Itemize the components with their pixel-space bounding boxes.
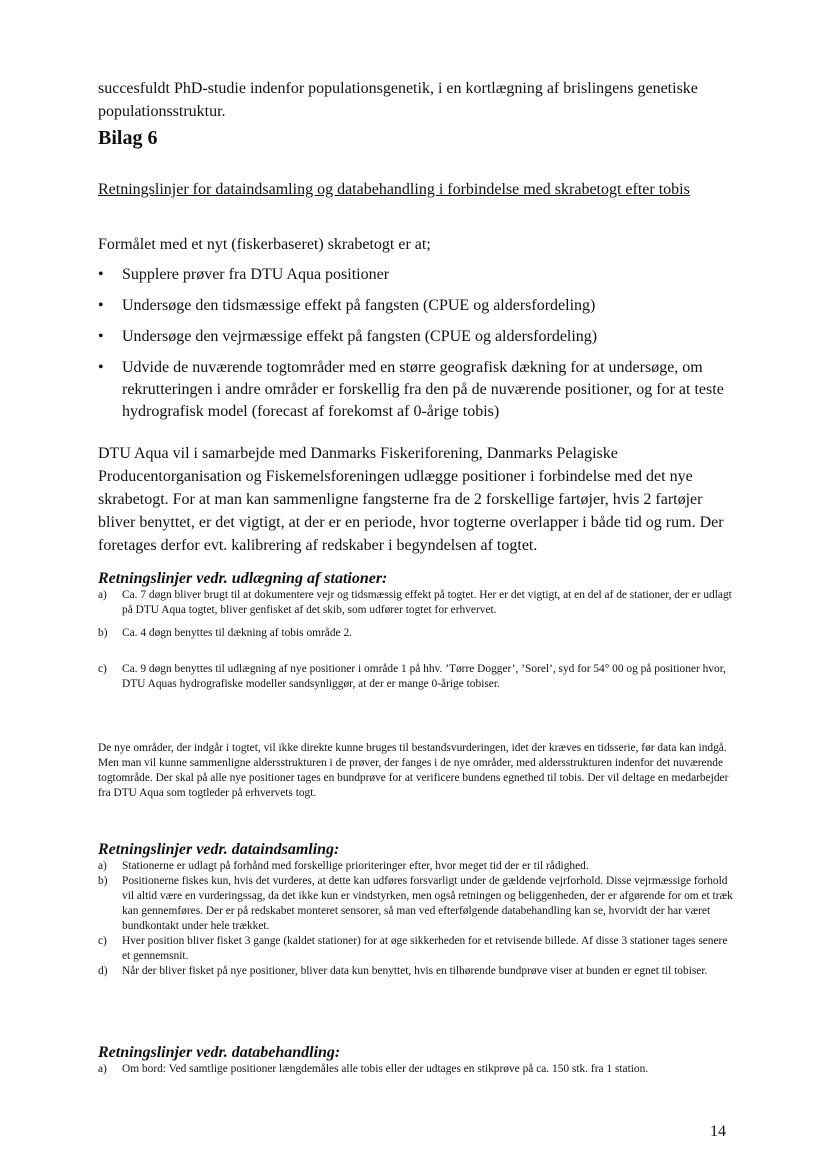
item-text: Ca. 7 døgn bliver brugt til at dokumentere vejr og tidsmæssig effekt på togtet. Her er det vigtigt, at en del af de stationer, der er udlagt på DTU Aqua togtet, bliver genfisket af det skib, som udfører togtet for erhvervet.: [122, 589, 732, 616]
item-label: b): [98, 875, 108, 887]
item-text: Positionerne fiskes kun, hvis det vurderes, at dette kan udføres forsvarligt under de gældende vejrforhold. Disse vejrmæssige forhold vil altid være en vurderingssag, da det ikke kun er vindstyrken, men også retningen og beliggenheden, der er afgørende for om et træk kan gennemføres. Der er på redskabet monteret sensorer, så man ved efterfølgende databehandling kan se, hvorvidt der har været bundkontakt under hele trækket.: [122, 875, 733, 932]
bullet-marker: •: [98, 266, 104, 283]
stations-list: [98, 588, 738, 692]
item-label: b): [98, 627, 108, 639]
item-text: Når der bliver fisket på nye positioner, bliver data kun benyttet, hvis en tilhørende bundprøve viser at bunden er egnet til tobiser.: [122, 965, 708, 977]
purpose-intro: Formålet med et nyt (fiskerbaseret) skrabetogt er at;: [98, 236, 431, 253]
list-item: [98, 626, 738, 641]
stations-heading: Retningslinjer vedr. udlægning af stationer:: [98, 570, 388, 587]
intro-paragraph: succesfuldt PhD-studie indenfor populationsgenetik, i en kortlægning af brislingens genetiske populationsstruktur.: [98, 80, 698, 120]
item-label: c): [98, 935, 107, 947]
list-item: [98, 874, 738, 934]
item-label: a): [98, 1063, 107, 1075]
item-label: a): [98, 860, 107, 872]
list-item: [98, 1062, 738, 1077]
list-item: [98, 326, 738, 348]
item-text: Om bord: Ved samtlige positioner længdemåles alle tobis eller der udtages en stikprøve på ca. 150 stk. fra 1 station.: [122, 1063, 649, 1075]
list-item: [98, 934, 738, 964]
item-label: d): [98, 965, 108, 977]
purpose-bullet-list: [98, 264, 738, 432]
bullet-text: Undersøge den vejrmæssige effekt på fangsten (CPUE og aldersfordeling): [122, 328, 598, 345]
data-collection-heading: Retningslinjer vedr. dataindsamling:: [98, 841, 340, 858]
list-item: [98, 264, 738, 286]
item-label: a): [98, 589, 107, 601]
page-number: 14: [710, 1123, 726, 1140]
bullet-text: Undersøge den tidsmæssige effekt på fangsten (CPUE og aldersfordeling): [122, 297, 596, 314]
bullet-text: Supplere prøver fra DTU Aqua positioner: [122, 266, 390, 283]
bullet-marker: •: [98, 359, 104, 376]
item-text: Hver position bliver fisket 3 gange (kaldet stationer) for at øge sikkerheden for et retvisende billede. Af disse 3 stationer tages senere et gennemsnit.: [122, 935, 728, 962]
list-item: [98, 588, 738, 618]
data-processing-heading: Retningslinjer vedr. databehandling:: [98, 1044, 341, 1061]
new-areas-paragraph: De nye områder, der indgår i togtet, vil ikke direkte kunne bruges til bestandsvurderingen, idet der kræves en tidsserie, før data kan indgå. Men man vil kunne sammenligne aldersstrukturen i de prøver, der fanges i de nye områder, med aldersstrukturen indenfor det nuværende togtområde. Der skal på alle nye positioner tages en bundprøve for at verificere bundens egnethed til tobis. Der vil deltage en medarbejder fra DTU Aqua som togtleder på erhvervets togt.: [98, 742, 729, 799]
item-text: Stationerne er udlagt på forhånd med forskellige prioriteringer efter, hvor meget tid der er til rådighed.: [122, 860, 589, 872]
item-text: Ca. 4 døgn benyttes til dækning af tobis område 2.: [122, 627, 352, 639]
data-processing-list: [98, 1062, 738, 1077]
section-title: Retningslinjer for dataindsamling og databehandling i forbindelse med skrabetogt efter tobis: [98, 181, 690, 198]
dtu-paragraph: DTU Aqua vil i samarbejde med Danmarks Fiskeriforening, Danmarks Pelagiske Producentorganisation og Fiskemelsforeningen udlægge positioner i forbindelse med det nye skrabetogt. For at man kan sammenligne fangsterne fra de 2 forskellige fartøjer, hvis 2 fartøjer bliver benyttet, er det vigtigt, at der er en periode, hvor togterne overlapper i både tid og rum. Der foretages derfor evt. kalibrering af redskaber i begyndelsen af togtet.: [98, 445, 724, 554]
bullet-marker: •: [98, 297, 104, 314]
bullet-text: Udvide de nuværende togtområder med en større geografisk dækning for at undersøge, om rekrutteringen i andre områder er forskellig fra den på de nuværende positioner, og for at teste hydrografisk model (forecast af forekomst af 0-årige tobis): [122, 359, 724, 420]
list-item: [98, 859, 738, 874]
item-text: Ca. 9 døgn benyttes til udlægning af nye positioner i område 1 på hhv. ’Tørre Dogger’, ’Sorel’, syd for 54° 00 og på positioner hvor, DTU Aquas hydrografiske modeller sandsynliggør, at der er mange 0-årige tobiser.: [122, 663, 726, 690]
item-label: c): [98, 663, 107, 675]
list-item: [98, 964, 738, 979]
bullet-marker: •: [98, 328, 104, 345]
list-item: [98, 295, 738, 317]
list-item: [98, 662, 738, 692]
list-item: [98, 357, 738, 423]
annex-heading: Bilag 6: [98, 127, 158, 149]
data-collection-list: [98, 859, 738, 979]
